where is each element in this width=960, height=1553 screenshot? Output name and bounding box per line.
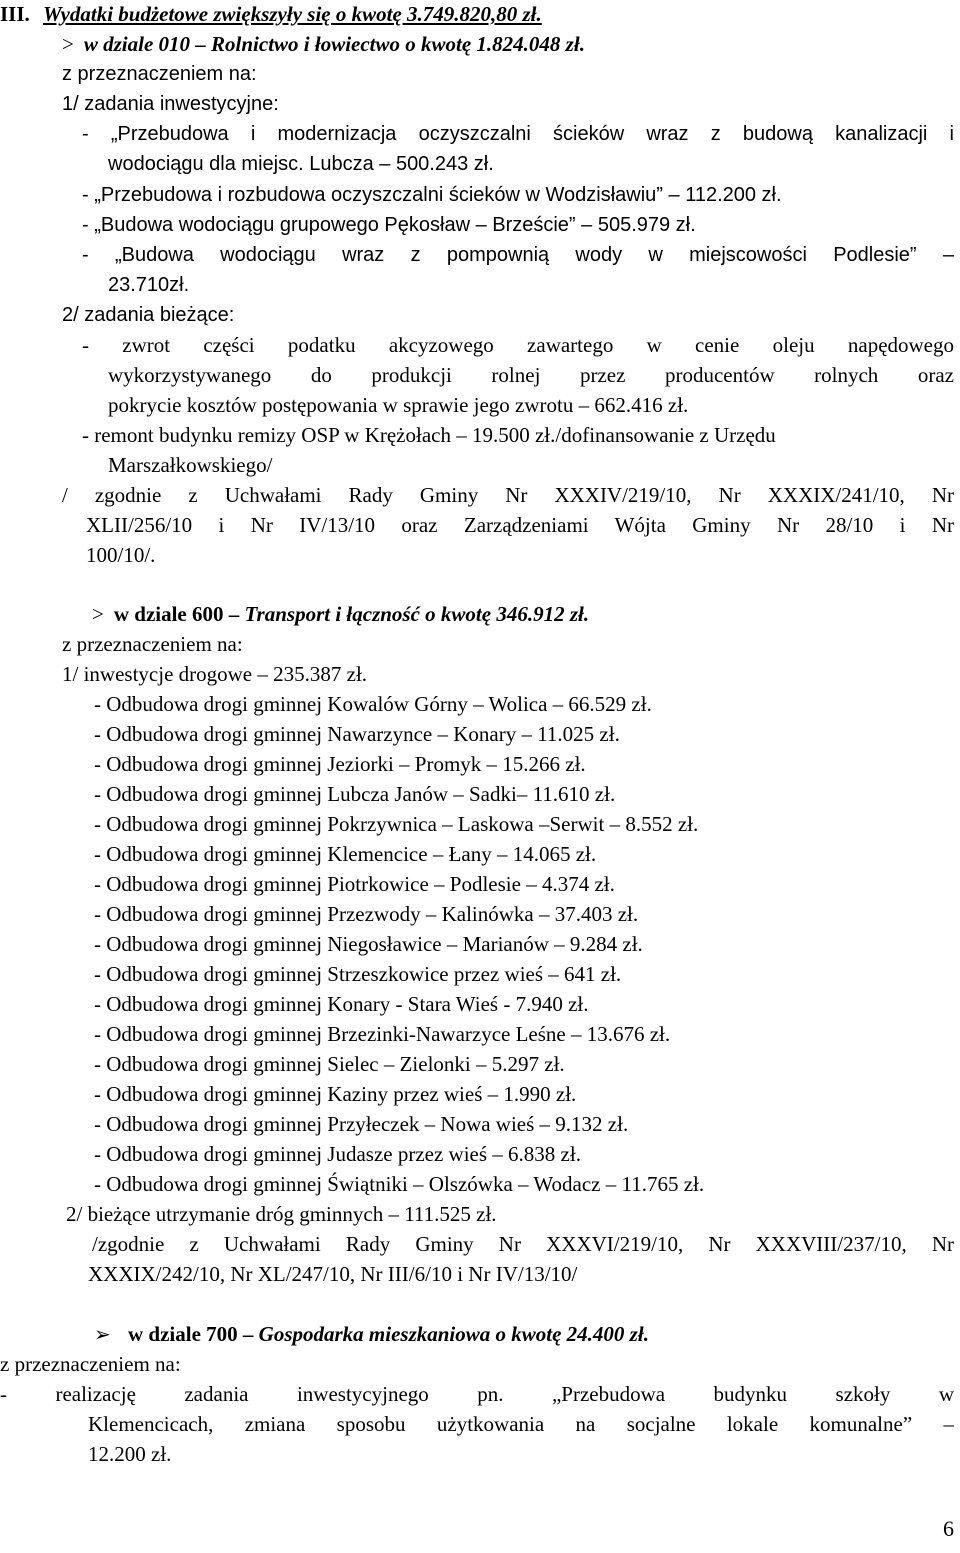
dzial-010-cur-item-2: - remont budynku remizy OSP w Krężołach – 19.500 zł./dofinansowanie z Urzędu (82, 423, 776, 447)
dzial-010-inv-item-4: - „Budowa wodociągu wraz z pompownią wody w miejscowości Podlesie” – (82, 244, 954, 266)
road-item: - Odbudowa drogi gminnej Lubcza Janów – Sadki– 11.610 zł. (94, 782, 616, 806)
dzial-700-name: Gospodarka mieszkaniowa o kwotę 24.400 zł. (258, 1322, 649, 1346)
dzial-600-inv-header: 1/ inwestycje drogowe – 235.387 zł. (62, 662, 368, 686)
dzial-010-inv-item-3: - „Budowa wodociągu grupowego Pękosław – Brzeście” – 505.979 zł. (82, 214, 696, 236)
road-item: - Odbudowa drogi gminnej Sielec – Zielonki – 5.297 zł. (94, 1052, 565, 1076)
road-item: - Odbudowa drogi gminnej Niegosławice – Marianów – 9.284 zł. (94, 932, 643, 956)
road-item: - Odbudowa drogi gminnej Konary - Stara Wieś - 7.940 zł. (94, 992, 589, 1016)
dzial-010-basis-cont-2: 100/10/. (86, 543, 156, 567)
dzial-010-inv-header: 1/ zadania inwestycyjne: (62, 93, 279, 115)
road-item: - Odbudowa drogi gminnej Nawarzynce – Konary – 11.025 zł. (94, 722, 620, 746)
road-item: - Odbudowa drogi gminnej Przyłeczek – Nowa wieś – 9.132 zł. (94, 1112, 629, 1136)
dzial-010-intro: z przeznaczeniem na: (62, 63, 257, 85)
dzial-010-line (62, 30, 585, 58)
road-item: - Odbudowa drogi gminnej Kaziny przez wieś – 1.990 zł. (94, 1082, 577, 1106)
road-item: - Odbudowa drogi gminnej Klemencice – Łany – 14.065 zł. (94, 842, 597, 866)
dzial-700-item-cont-2: 12.200 zł. (88, 1442, 172, 1466)
dzial-700-label: w dziale 700 – (128, 1322, 259, 1346)
dzial-600-name: Transport i łączność o kwotę 346.912 zł. (244, 602, 590, 626)
dzial-600-basis: /zgodnie z Uchwałami Rady Gminy Nr XXXVI/219/10, Nr XXXVIII/237/10, Nr (92, 1232, 954, 1256)
dzial-010-cur-header: 2/ zadania bieżące: (62, 304, 235, 326)
dzial-010-cur-item-2-cont: Marszałkowskiego/ (108, 453, 273, 477)
dzial-600-label: w dziale 600 – (113, 602, 245, 626)
road-item: - Odbudowa drogi gminnej Piotrkowice – Podlesie – 4.374 zł. (94, 872, 615, 896)
road-item: - Odbudowa drogi gminnej Jeziorki – Promyk – 15.266 zł. (94, 752, 586, 776)
dzial-700-intro: z przeznaczeniem na: (0, 1352, 181, 1376)
dzial-600-line (92, 600, 589, 628)
road-item: - Odbudowa drogi gminnej Przezwody – Kalinówka – 37.403 zł. (94, 902, 639, 926)
dzial-010-cur-item-1-cont-2: pokrycie kosztów postępowania w sprawie jego zwrotu – 662.416 zł. (108, 393, 689, 417)
dzial-010-basis-cont-1: XLII/256/10 i Nr IV/13/10 oraz Zarządzeniami Wójta Gminy Nr 28/10 i Nr (86, 513, 954, 537)
road-item: - Odbudowa drogi gminnej Strzeszkowice przez wieś – 641 zł. (94, 962, 622, 986)
road-item: - Odbudowa drogi gminnej Brzezinki-Nawarzyce Leśne – 13.676 zł. (94, 1022, 671, 1046)
dzial-010-inv-item-4-cont: 23.710zł. (108, 274, 190, 296)
road-item: - Odbudowa drogi gminnej Kowalów Górny – Wolica – 66.529 zł. (94, 692, 652, 716)
dzial-010-inv-item-1: - „Przebudowa i modernizacja oczyszczalni ścieków wraz z budową kanalizacji i (82, 123, 954, 145)
arrow-marker-icon: > (92, 602, 104, 626)
dzial-010-cur-item-1: - zwrot części podatku akcyzowego zawartego w cenie oleju napędowego (82, 333, 954, 357)
arrow-bullet-icon: ➢ (94, 1322, 111, 1346)
section-title: Wydatki budżetowe zwiększyły się o kwotę 3.749.820,80 zł. (43, 2, 542, 26)
section-heading (0, 0, 542, 28)
section-number: III. (0, 2, 30, 26)
dzial-600-basis-cont: XXXIX/242/10, Nr XL/247/10, Nr III/6/10 i Nr IV/13/10/ (88, 1262, 578, 1286)
dzial-600-cur-header: 2/ bieżące utrzymanie dróg gminnych – 111.525 zł. (66, 1202, 497, 1226)
dzial-700-item: - realizację zadania inwestycyjnego pn. „Przebudowa budynku szkoły w (0, 1382, 954, 1406)
dzial-010-basis: / zgodnie z Uchwałami Rady Gminy Nr XXXIV/219/10, Nr XXXIX/241/10, Nr (62, 483, 954, 507)
road-item: - Odbudowa drogi gminnej Judasze przez wieś – 6.838 zł. (94, 1142, 581, 1166)
road-item: - Odbudowa drogi gminnej Pokrzywnica – Laskowa –Serwit – 8.552 zł. (94, 812, 699, 836)
page-number: 6 (943, 1516, 954, 1541)
dzial-010-inv-item-2: - „Przebudowa i rozbudowa oczyszczalni ścieków w Wodzisławiu” – 112.200 zł. (82, 184, 782, 206)
dzial-010-inv-item-1-cont: wodociągu dla miejsc. Lubcza – 500.243 zł. (108, 153, 494, 175)
dzial-700-line (94, 1320, 649, 1348)
arrow-marker-icon: > (62, 32, 74, 56)
dzial-600-intro: z przeznaczeniem na: (62, 632, 243, 656)
dzial-700-item-cont-1: Klemencicach, zmiana sposobu użytkowania na socjalne lokale komunalne” – (88, 1412, 954, 1436)
dzial-010-text: w dziale 010 – Rolnictwo i łowiectwo o kwotę 1.824.048 zł. (83, 32, 585, 56)
road-item: - Odbudowa drogi gminnej Świątniki – Olszówka – Wodacz – 11.765 zł. (94, 1172, 705, 1196)
dzial-010-cur-item-1-cont-1: wykorzystywanego do produkcji rolnej przez producentów rolnych oraz (108, 363, 954, 387)
